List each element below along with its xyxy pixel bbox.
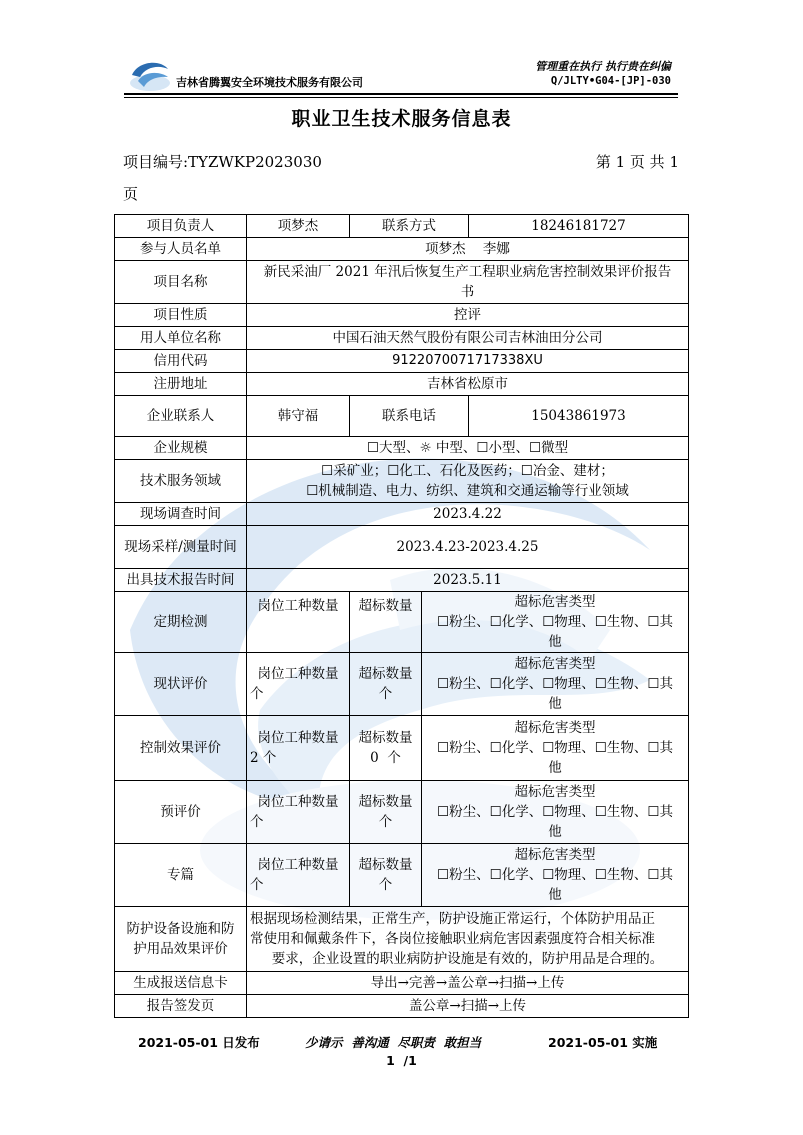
- effective-date: 2021-05-01 实施: [548, 1035, 658, 1050]
- protect-eval-label-line: 护用品效果评价: [133, 941, 228, 957]
- hazard-row-label: 预评价: [115, 781, 247, 844]
- hazard-type-cell: [422, 592, 689, 653]
- employer-value: 中国石油天然气股份有限公司吉林油田分公司: [247, 327, 689, 350]
- footer-motto: 少请示 善沟通 尽职责 敢担当: [305, 1035, 482, 1050]
- project-number: 项目编号:TYZWKP2023030: [123, 153, 322, 171]
- hazard-type-options-wrap: 他: [548, 760, 562, 776]
- page-count: 第 1 页 共 1: [595, 153, 679, 171]
- sampling-time-value: 2023.4.23-2023.4.25: [247, 526, 689, 569]
- over-count-label: 超标数量: [358, 598, 413, 614]
- credit-value: 9122070071717338XU: [247, 350, 689, 373]
- participants-value: 项梦杰 李娜: [247, 238, 689, 261]
- over-count-label: 超标数量: [358, 730, 413, 746]
- over-count-value: 个: [378, 877, 393, 893]
- position-count-cell: [247, 653, 350, 716]
- header-rule-thin: [124, 97, 678, 98]
- hazard-type-options: ☐粉尘、☐化学、☐物理、☐生物、☐其: [436, 614, 673, 630]
- page-count-wrap: 页: [123, 185, 139, 203]
- hazard-type-cell: [422, 781, 689, 844]
- hazard-type-header: 超标危害类型: [514, 847, 596, 863]
- hazard-type-cell: [422, 653, 689, 716]
- address-label: 注册地址: [115, 373, 247, 396]
- sampling-time-label: 现场采样/测量时间: [115, 526, 247, 569]
- protect-eval-label-line: 防护设备设施和防: [126, 921, 235, 937]
- hazard-type-options-wrap: 他: [548, 696, 562, 712]
- over-count-cell: [350, 592, 422, 653]
- over-count-cell: [350, 844, 422, 907]
- field-line: ☐机械制造、电力、纺织、建筑和交通运输等行业领域: [306, 483, 629, 499]
- hazard-row-label: 现状评价: [115, 653, 247, 716]
- company-name: 吉林省腾翼安全环境技术服务有限公司: [176, 76, 363, 89]
- report-time-value: 2023.5.11: [247, 569, 689, 592]
- hazard-type-options: ☐粉尘、☐化学、☐物理、☐生物、☐其: [436, 676, 673, 692]
- leader-label: 项目负责人: [115, 215, 247, 238]
- over-count-label: 超标数量: [358, 794, 413, 810]
- protect-eval-line: 要求，企业设置的职业病防护设施是有效的，防护用品是合理的。: [271, 951, 664, 967]
- enterprise-phone-value: 15043861973: [469, 396, 689, 437]
- protect-eval-value: [247, 907, 689, 972]
- position-count-cell: [247, 844, 350, 907]
- contact-label: 联系方式: [350, 215, 469, 238]
- hazard-type-options-wrap: 他: [548, 824, 562, 840]
- header-slogan: 管理重在执行 执行贵在纠偏: [535, 60, 671, 73]
- position-count-cell: [247, 592, 350, 653]
- credit-label: 信用代码: [115, 350, 247, 373]
- hazard-type-options-wrap: 他: [548, 887, 562, 903]
- over-count-label: 超标数量: [358, 666, 413, 682]
- hazard-type-options-wrap: 他: [548, 634, 562, 650]
- report-time-label: 出具技术报告时间: [115, 569, 247, 592]
- enterprise-contact-value: 韩守福: [247, 396, 350, 437]
- field-label: 技术服务领域: [115, 460, 247, 503]
- header-rule: [124, 93, 678, 95]
- over-count-cell: [350, 781, 422, 844]
- company-logo-icon: [128, 57, 172, 93]
- over-count-label: 超标数量: [358, 857, 413, 873]
- footer-page-number: 1 /1: [386, 1053, 417, 1068]
- info-table: [114, 214, 689, 1018]
- position-count-label: 岗位工种数量: [257, 730, 339, 746]
- over-count-cell: [350, 716, 422, 781]
- protect-eval-line: 根据现场检测结果，正常生产，防护设施正常运行，个体防护用品正: [250, 911, 655, 927]
- page-title: 职业卫生技术服务信息表: [291, 108, 512, 130]
- survey-time-value: 2023.4.22: [247, 503, 689, 526]
- hazard-type-options: ☐粉尘、☐化学、☐物理、☐生物、☐其: [436, 867, 673, 883]
- document-code: Q/JLTY•G04-[JP]-030: [550, 75, 671, 87]
- address-value: 吉林省松原市: [247, 373, 689, 396]
- project-name-line: 书: [460, 284, 475, 300]
- position-count-label: 岗位工种数量: [257, 598, 339, 614]
- hazard-row-label: 控制效果评价: [115, 716, 247, 781]
- position-count-label: 岗位工种数量: [257, 666, 339, 682]
- nature-label: 项目性质: [115, 304, 247, 327]
- enterprise-phone-label: 联系电话: [350, 396, 469, 437]
- project-name-label: 项目名称: [115, 261, 247, 304]
- hazard-row-label: 专篇: [115, 844, 247, 907]
- nature-value: 控评: [247, 304, 689, 327]
- hazard-type-cell: [422, 716, 689, 781]
- employer-label: 用人单位名称: [115, 327, 247, 350]
- position-count-cell: [247, 716, 350, 781]
- protect-eval-label: [115, 907, 247, 972]
- hazard-type-header: 超标危害类型: [514, 656, 596, 672]
- position-count-value: 个: [250, 686, 264, 702]
- over-count-cell: [350, 653, 422, 716]
- hazard-type-header: 超标危害类型: [514, 594, 596, 610]
- scale-value: ☐大型、☼ 中型、☐小型、☐微型: [247, 437, 689, 460]
- info-card-label: 生成报送信息卡: [115, 972, 247, 995]
- leader-value: 项梦杰: [247, 215, 350, 238]
- contact-value: 18246181727: [469, 215, 689, 238]
- sign-page-steps: 盖公章→扫描→上传: [247, 995, 689, 1018]
- hazard-type-options: ☐粉尘、☐化学、☐物理、☐生物、☐其: [436, 804, 673, 820]
- position-count-value: 个: [250, 877, 264, 893]
- scale-label: 企业规模: [115, 437, 247, 460]
- enterprise-contact-label: 企业联系人: [115, 396, 247, 437]
- participants-label: 参与人员名单: [115, 238, 247, 261]
- project-name-value: [247, 261, 689, 304]
- hazard-type-cell: [422, 844, 689, 907]
- protect-eval-line: 常使用和佩戴条件下，各岗位接触职业病危害因素强度符合相关标准: [250, 931, 655, 947]
- position-count-label: 岗位工种数量: [257, 857, 339, 873]
- position-count-label: 岗位工种数量: [257, 794, 339, 810]
- survey-time-label: 现场调查时间: [115, 503, 247, 526]
- hazard-row-label: 定期检测: [115, 592, 247, 653]
- field-value: [247, 460, 689, 503]
- sign-page-label: 报告签发页: [115, 995, 247, 1018]
- over-count-value: 个: [378, 686, 393, 702]
- over-count-value: 0 个: [370, 750, 401, 766]
- over-count-value: 个: [378, 814, 393, 830]
- project-name-line: 新民采油厂 2021 年汛后恢复生产工程职业病危害控制效果评价报告: [263, 264, 672, 280]
- info-card-steps: 导出→完善→盖公章→扫描→上传: [247, 972, 689, 995]
- field-line: ☐采矿业；☐化工、石化及医药；☐冶金、建材；: [321, 463, 614, 479]
- position-count-value: 2 个: [250, 750, 277, 766]
- hazard-type-header: 超标危害类型: [514, 784, 596, 800]
- publish-date: 2021-05-01 日发布: [138, 1035, 260, 1050]
- position-count-cell: [247, 781, 350, 844]
- hazard-type-header: 超标危害类型: [514, 720, 596, 736]
- hazard-type-options: ☐粉尘、☐化学、☐物理、☐生物、☐其: [436, 740, 673, 756]
- position-count-value: 个: [250, 814, 264, 830]
